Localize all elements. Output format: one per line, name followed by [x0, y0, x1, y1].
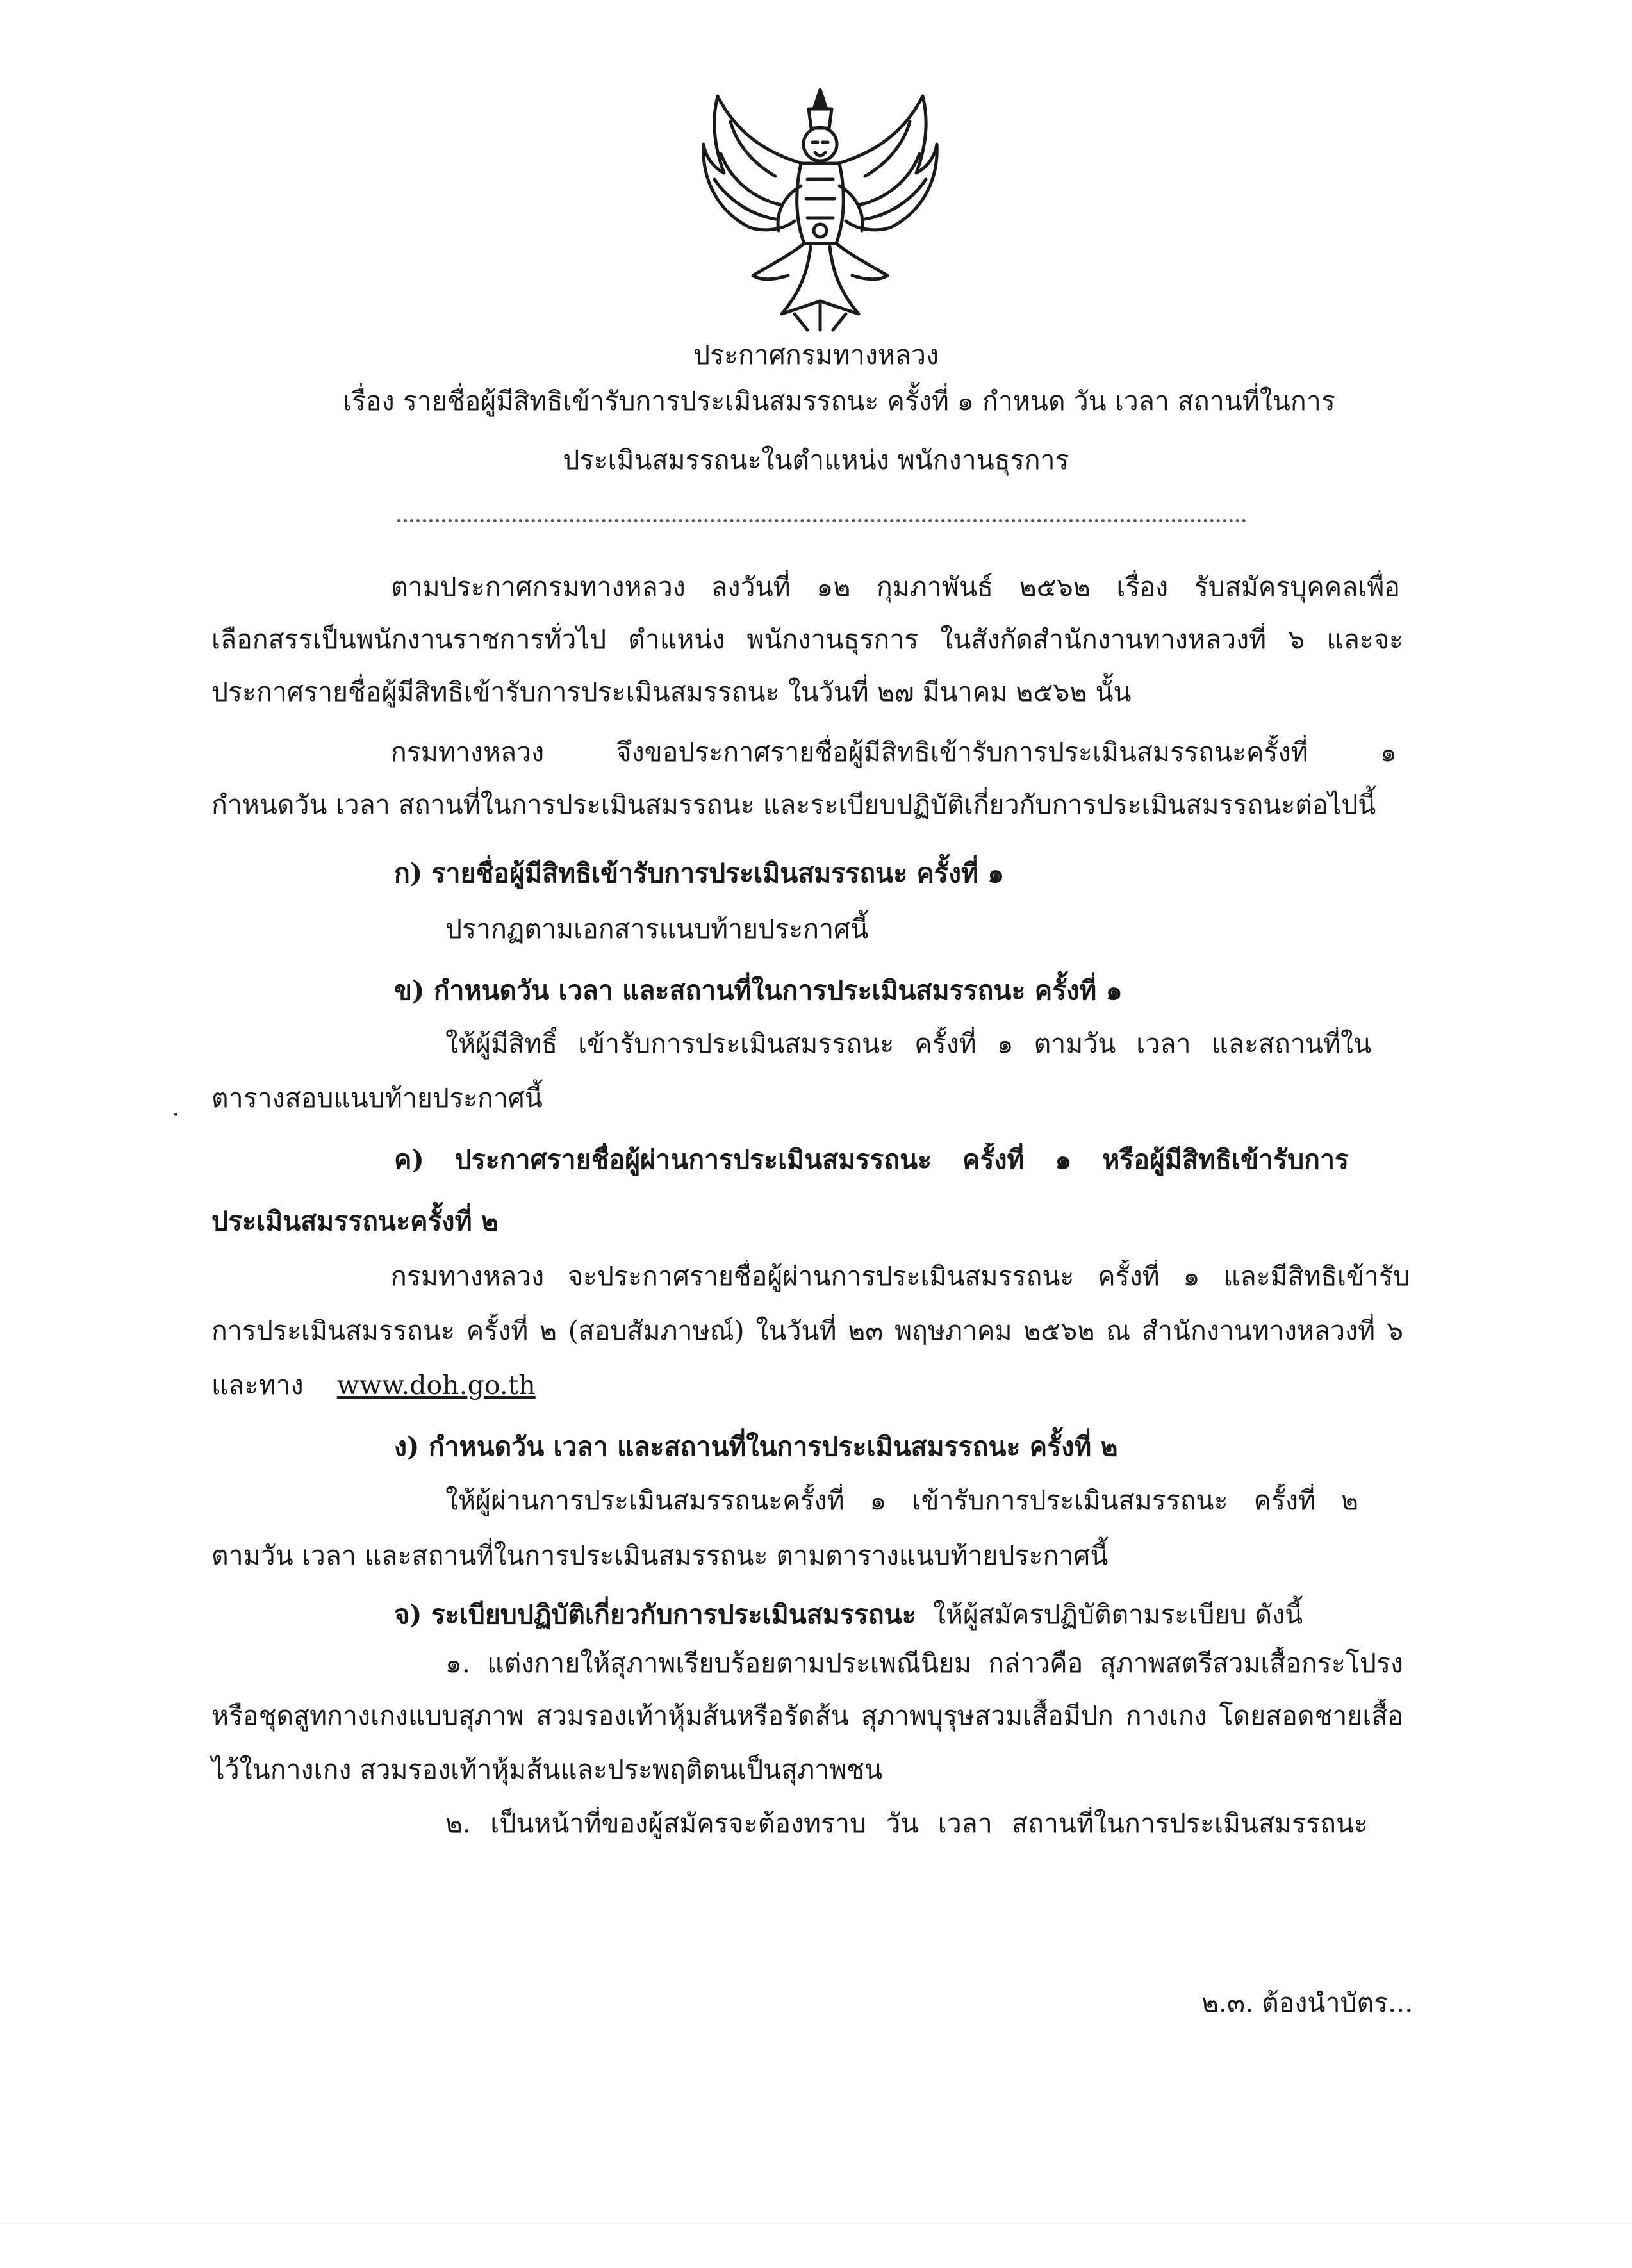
scan-speck [174, 1113, 177, 1116]
section-d-heading: ง) กำหนดวัน เวลา และสถานที่ในการประเมินสมรรถนะ ครั้งที่ ๒ [394, 1431, 1118, 1462]
section-c-heading-1: ค) ประกาศรายชื่อผู้ผ่านการประเมินสมรรถนะ ครั้งที่ ๑ หรือผู้มีสิทธิเข้ารับการ [394, 1144, 1349, 1175]
section-c-line-2: การประเมินสมรรถนะ ครั้งที่ ๒ (สอบสัมภาษณ์) ในวันที่ ๒๓ พฤษภาคม ๒๕๖๒ ณ สำนักงานทางหลวงที่ ๖ [211, 1315, 1403, 1346]
para2-line-1: กรมทางหลวง จึงขอประกาศรายชื่อผู้มีสิทธิเข้ารับการประเมินสมรรถนะครั้งที่ ๑ [391, 737, 1397, 768]
announcement-title: ประกาศกรมทางหลวง [693, 340, 939, 370]
separator-dots [397, 519, 1246, 522]
doh-website-link[interactable]: www.doh.go.th [336, 1370, 536, 1401]
section-a-line-1: ปรากฏตามเอกสารแนบท้ายประกาศนี้ [445, 914, 869, 944]
page-continuation: ๒.๓. ต้องนำบัตร... [1201, 1987, 1414, 2018]
section-e-heading-row [394, 1598, 1303, 1631]
section-c-line-3-prefix: และทาง [211, 1370, 304, 1401]
para2-line-2: กำหนดวัน เวลา สถานที่ในการประเมินสมรรถนะ และระเบียบปฏิบัติเกี่ยวกับการประเมินสมรรถนะต่อไปนี้ [211, 789, 1376, 820]
section-e-item-1-line-3: ไว้ในกางเกง สวมรองเท้าหุ้มส้นและประพฤติตนเป็นสุภาพชน [211, 1754, 883, 1785]
intro-line-1: ตามประกาศกรมทางหลวง ลงวันที่ ๑๒ กุมภาพันธ์ ๒๕๖๒ เรื่อง รับสมัครบุคคลเพื่อ [391, 571, 1400, 602]
subject-line-2: ประเมินสมรรถนะในตำแหน่ง พนักงานธุรการ [563, 445, 1069, 475]
intro-line-3: ประกาศรายชื่อผู้มีสิทธิเข้ารับการประเมินสมรรถนะ ในวันที่ ๒๗ มีนาคม ๒๕๖๒ นั้น [211, 677, 1132, 707]
section-e-item-1-line-1: ๑. แต่งกายให้สุภาพเรียบร้อยตามประเพณีนิยม กล่าวคือ สุภาพสตรีสวมเสื้อกระโปรง [445, 1648, 1403, 1679]
section-c-line-1: กรมทางหลวง จะประกาศรายชื่อผู้ผ่านการประเมินสมรรถนะ ครั้งที่ ๑ และมีสิทธิเข้ารับ [391, 1261, 1410, 1292]
section-e-heading: จ) ระเบียบปฏิบัติเกี่ยวกับการประเมินสมรรถนะ [394, 1599, 916, 1630]
section-e-heading-tail: ให้ผู้สมัครปฏิบัติตามระเบียบ ดังนี้ [932, 1599, 1303, 1630]
section-d-line-1: ให้ผู้ผ่านการประเมินสมรรถนะครั้งที่ ๑ เข้ารับการประเมินสมรรถนะ ครั้งที่ ๒ [445, 1485, 1358, 1516]
section-c-line-3 [211, 1368, 536, 1402]
section-c-heading-2: ประเมินสมรรถนะครั้งที่ ๒ [211, 1206, 499, 1237]
section-a-heading: ก) รายชื่อผู้มีสิทธิเข้ารับการประเมินสมรรถนะ ครั้งที่ ๑ [394, 858, 1005, 889]
section-d-line-2: ตามวัน เวลา และสถานที่ในการประเมินสมรรถนะ ตามตารางแนบท้ายประกาศนี้ [211, 1540, 1109, 1571]
section-e-item-2-line-1: ๒. เป็นหน้าที่ของผู้สมัครจะต้องทราบ วัน เวลา สถานที่ในการประเมินสมรรถนะ [445, 1808, 1368, 1839]
subject-line-1: เรื่อง รายชื่อผู้มีสิทธิเข้ารับการประเมินสมรรถนะ ครั้งที่ ๑ กำหนด วัน เวลา สถานที่ในการ [343, 386, 1335, 416]
section-b-line-1: ให้ผู้มีสิทธิ์ เข้ารับการประเมินสมรรถนะ ครั้งที่ ๑ ตามวัน เวลา และสถานที่ใน [445, 1028, 1371, 1059]
section-b-line-2: ตารางสอบแนบท้ายประกาศนี้ [211, 1083, 543, 1113]
scan-edge-line [0, 2223, 1632, 2224]
garuda-emblem [692, 83, 948, 333]
section-e-item-1-line-2: หรือชุดสูทกางเกงแบบสุภาพ สวมรองเท้าหุ้มส้นหรือรัดส้น สุภาพบุรุษสวมเสื้อมีปก กางเกง โดยสอดชายเสื้อ [211, 1700, 1403, 1731]
section-b-heading: ข) กำหนดวัน เวลา และสถานที่ในการประเมินสมรรถนะ ครั้งที่ ๑ [394, 975, 1123, 1006]
intro-line-2: เลือกสรรเป็นพนักงานราชการทั่วไป ตำแหน่ง พนักงานธุรการ ในสังกัดสำนักงานทางหลวงที่ ๖ และจะ [211, 624, 1403, 655]
